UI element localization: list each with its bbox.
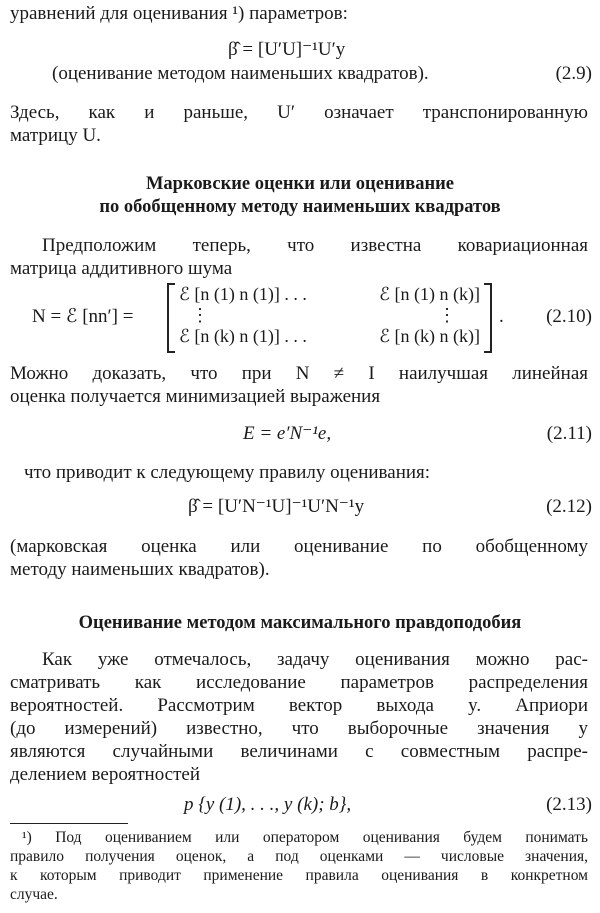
paragraph-line: Предположим теперь, что известна ковариационная — [42, 235, 588, 256]
footnote-line: к которым приводит применение правила оценивания в конкретном — [10, 867, 588, 884]
paragraph-line: Здесь, как и раньше, U′ означает транспонированную — [10, 102, 588, 123]
paragraph-line: методу наименьших квадратов). — [10, 559, 270, 580]
footnote-line: ¹) Под оцениванием или оператором оценивания будем понимать — [22, 829, 588, 846]
paragraph-line: уравнений для оценивания ¹) параметров: — [10, 3, 348, 24]
matrix-cell: ⋮ — [438, 305, 456, 325]
covariance-matrix — [167, 283, 492, 349]
equation-2-11: E = e′N⁻¹e, — [243, 423, 332, 444]
section-heading: Оценивание методом максимального правдоподобия — [78, 613, 522, 633]
equation-number: (2.11) — [546, 423, 592, 444]
matrix-cell: ℰ [n (k) n (k)] — [379, 326, 480, 346]
matrix-cell: ℰ [n (1) n (k)] — [379, 284, 480, 304]
paragraph-line: являются случайными величинами с совместным распре- — [10, 741, 588, 762]
paragraph-line: (до измерений) известно, что выборочные значения y — [10, 718, 588, 739]
footnote-line: правило получения оценок, а под оценками — числовые значения, — [10, 848, 588, 865]
section-heading: Марковские оценки или оценивание — [145, 174, 455, 194]
paragraph-line: делением вероятностей — [10, 764, 201, 785]
left-bracket — [167, 283, 175, 353]
paragraph-line: Можно доказать, что при N ≠ I наилучшая линейная — [10, 363, 588, 384]
equation-number: (2.10) — [546, 306, 592, 327]
footnote-line: случае. — [10, 886, 58, 903]
paragraph-line: матрицу U. — [10, 125, 101, 146]
equation-2-10-lhs: N = ℰ [nn′] = — [32, 306, 134, 327]
matrix-row — [179, 283, 480, 305]
equation-2-9: β̂ = [U′U]⁻¹U′y — [228, 39, 346, 60]
matrix-cell: ℰ [n (k) n (1)] . . . — [179, 326, 307, 346]
matrix-cell: ⋮ — [191, 305, 209, 325]
matrix-row — [179, 325, 480, 347]
equation-2-9-label: (оценивание методом наименьших квадратов). — [52, 63, 429, 84]
equation-number: (2.12) — [546, 496, 592, 517]
period: . — [499, 306, 504, 327]
paragraph-line: вероятностей. Рассмотрим вектор выхода y. Априори — [10, 695, 588, 716]
matrix-row — [191, 304, 456, 326]
paragraph-line: что приводит к следующему правилу оценивания: — [24, 462, 431, 483]
equation-number: (2.9) — [555, 63, 592, 84]
equation-number: (2.13) — [546, 794, 592, 815]
paragraph-line: (марковская оценка или оценивание по обобщенному — [10, 536, 588, 557]
paragraph-line: матрица аддитивного шума — [10, 258, 233, 279]
paragraph-line: Как уже отмечалось, задачу оценивания можно рас- — [42, 649, 588, 670]
footnote-rule — [10, 823, 128, 824]
equation-2-12: β̂ = [U′N⁻¹U]⁻¹U′N⁻¹y — [188, 496, 365, 517]
matrix-cell: ℰ [n (1) n (1)] . . . — [179, 284, 307, 304]
paragraph-line: оценка получается минимизацией выражения — [10, 386, 381, 407]
paragraph-line: сматривать как исследование параметров распределения — [10, 672, 588, 693]
right-bracket — [484, 283, 492, 353]
section-heading: по обобщенному методу наименьших квадратов — [99, 197, 501, 217]
equation-2-13: p {y (1), . . ., y (k); b}, — [184, 794, 352, 815]
